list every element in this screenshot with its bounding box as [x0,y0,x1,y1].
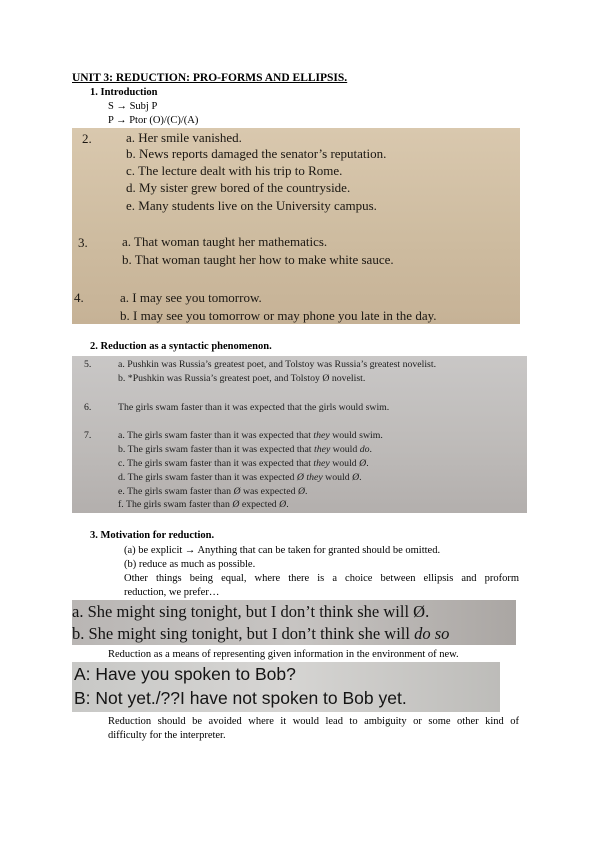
example-line: d. The girls swam faster than it was expected Ø they would Ø. [118,472,362,483]
example-number: 6. [84,402,92,413]
example-number: 4. [74,290,84,305]
section-heading-syntactic: 2. Reduction as a syntactic phenomenon. [90,341,272,352]
example-photo-ellipsis-proform [72,600,516,645]
preference-line-1: Other things being equal, where there is a choice between ellipsis and proform [124,573,519,584]
given-info-note: Reduction as a means of representing given information in the environment of new. [108,649,459,660]
example-line: a. That woman taught her mathematics. [122,234,328,249]
example-line: e. The girls swam faster than Ø was expected Ø. [118,486,308,497]
preference-line-2: reduction, we prefer… [124,587,220,598]
example-line: b. News reports damaged the senator’s reputation. [126,146,387,161]
example-line: d. My sister grew bored of the countryside. [126,180,351,195]
example-line: b. The girls swam faster than it was expected that they would do. [118,444,372,455]
example-line: a. I may see you tomorrow. [120,290,262,305]
example-line: a. The girls swam faster than it was expected that they would swim. [118,430,383,441]
example-line: a. Pushkin was Russia’s greatest poet, and Tolstoy was Russia’s greatest novelist. [118,359,437,370]
rule-s: S → Subj P [108,101,158,112]
example-number: 7. [84,430,92,441]
example-line: a. Her smile vanished. [126,130,242,145]
example-number: 2. [82,131,92,146]
example-line: b. She might sing tonight, but I don’t think she will do so [72,624,450,643]
principle-a: (a) be explicit → Anything that can be taken for granted should be omitted. [124,545,441,556]
example-number: 5. [84,359,92,370]
example-line: e. Many students live on the University campus. [126,198,377,213]
dialogue-line-b: B: Not yet./??I have not spoken to Bob yet. [74,688,407,708]
ambiguity-note-line-2: difficulty for the interpreter. [108,730,226,741]
example-line: c. The lecture dealt with his trip to Rome. [126,163,343,178]
example-line: b. *Pushkin was Russia’s greatest poet, and Tolstoy Ø novelist. [118,373,366,384]
example-line: b. That woman taught her how to make white sauce. [122,252,394,267]
example-photo-2-4 [72,128,520,324]
rule-p: P → Ptor (O)/(C)/(A) [108,115,199,126]
dialogue-line-a: A: Have you spoken to Bob? [74,664,296,684]
section-heading-motivation: 3. Motivation for reduction. [90,530,215,541]
example-line: The girls swam faster than it was expected that the girls would swim. [118,402,390,413]
example-line: b. I may see you tomorrow or may phone you late in the day. [120,308,437,323]
page-title: UNIT 3: REDUCTION: PRO-FORMS AND ELLIPSIS. [72,72,348,84]
principle-b: (b) reduce as much as possible. [124,559,256,570]
ambiguity-note-line-1: Reduction should be avoided where it would lead to ambiguity or some other kind of [108,716,519,727]
example-number: 3. [78,235,88,250]
example-line: a. She might sing tonight, but I don’t think she will Ø. [72,602,430,621]
example-photo-dialogue [72,662,500,712]
example-photo-5-7 [72,356,527,513]
example-line: c. The girls swam faster than it was expected that they would Ø. [118,458,369,469]
section-heading-introduction: 1. Introduction [90,87,158,98]
example-line: f. The girls swam faster than Ø expected Ø. [118,499,289,510]
